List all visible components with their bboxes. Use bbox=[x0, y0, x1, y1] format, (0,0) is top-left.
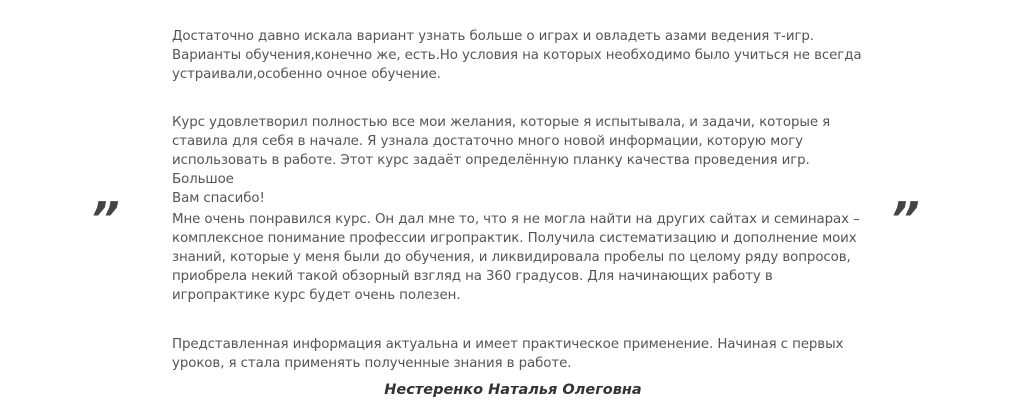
paragraph-text: Мне очень понравился курс. Он дал мне то, что я не могла найти на других сайтах и семинарах – комплексное понимание профессии игропрактик. Получила систематизацию и дополнение моих знаний, которые у меня были до обучения, и ликвидировала пробелы по целому ряду вопросов, приобрела некий такой обзорный взгляд на 360 градусов. Для начинающих работу в игропрактике курс будет очень полезен. bbox=[172, 212, 860, 303]
quote-close-icon: ” bbox=[890, 192, 920, 246]
paragraph-text: Представленная информация актуальна и имеет практическое применение. Начиная с первых уроков, я стала применять полученные знания в работе. bbox=[172, 337, 844, 371]
paragraph-text: Достаточно давно искала вариант узнать больше о играх и овладеть азами ведения т-игр. Варианты обучения,конечно же, есть.Но условия на которых необходимо было учиться не всегда устраивали,особенно очное обучение. bbox=[172, 29, 862, 82]
testimonial-paragraph-2 bbox=[172, 113, 862, 208]
testimonial-paragraph-4 bbox=[172, 335, 862, 373]
testimonial-paragraph-1 bbox=[172, 27, 862, 84]
testimonial-paragraph-3 bbox=[172, 210, 862, 305]
testimonial-author: Нестеренко Наталья Олеговна bbox=[384, 382, 642, 398]
quote-open-icon: ” bbox=[90, 192, 120, 246]
paragraph-text: Курс удовлетворил полностью все мои желания, которые я испытывала, и задачи, которые я ставила для себя в начале. Я узнала достаточно много новой информации, которую могу использовать в работе. Этот курс задаёт определённую планку качества проведения игр. Большое Вам спасибо! bbox=[172, 115, 831, 206]
